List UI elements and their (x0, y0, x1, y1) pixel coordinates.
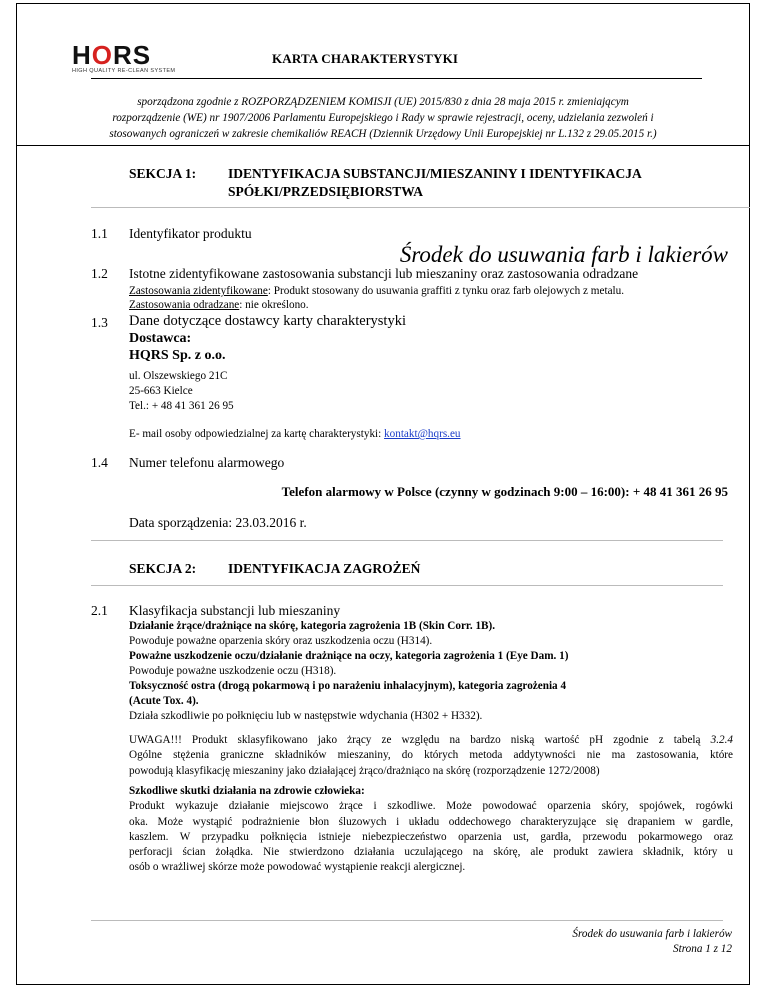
section2-rule (91, 585, 723, 586)
preparation-date: Data sporządzenia: 23.03.2016 r. (129, 515, 307, 530)
s13-label: Dane dotyczące dostawcy karty charakterystyki (129, 313, 406, 329)
supplier-address: ul. Olszewskiego 21C 25-663 Kielce Tel.: + 48 41 361 26 95 (129, 370, 234, 412)
section1-rule (91, 207, 750, 208)
supplier-name: HQRS Sp. z o.o. (129, 348, 226, 363)
section2-label: SEKCJA 2: (129, 561, 197, 576)
page-number: Strona 1 z 12 (673, 943, 732, 955)
header-separator (16, 145, 750, 146)
supplier-label: Dostawca: (129, 331, 192, 346)
s14-number: 1.4 (91, 455, 108, 470)
header-divider (91, 78, 702, 79)
section1-label: SEKCJA 1: (129, 166, 197, 181)
s11-number: 1.1 (91, 226, 108, 241)
product-name: Środek do usuwania farb i lakierów (399, 242, 728, 267)
contact-email-link[interactable]: kontakt@hqrs.eu (384, 428, 461, 440)
contact-email-line: E- mail osoby odpowiedzialnej za kartę charakterystyki: kontakt@hqrs.eu (129, 428, 461, 440)
health-effects: Szkodliwe skutki działania na zdrowie człowieka: Produkt wykazuje działanie miejscowo żrące i szkodliwe. Może powodować oparzenia skóry, spojówek, rogówki oka. Może wystąpić podrażnienie błon śluzowych i układu oddechowego charakteryzujące się drapaniem w gardle, kaszlem. W przypadku połknięcia istnieje niebezpieczeństwo oparzenia ust, gardła, przewodu pokarmowego oraz perforacji ścian żołądka. Nie stwierdzono działania uczulającego na skórę, ale produkt zawiera składnik, który u osób o wrażliwej skórze może powodować wystąpienie reakcji alergicznej. (129, 785, 733, 874)
s14-label: Numer telefonu alarmowego (129, 455, 285, 470)
advised-against-uses: Zastosowania odradzane: nie określono. (129, 299, 309, 311)
classification-list: Działanie żrące/drażniące na skórę, kategoria zagrożenia 1B (Skin Corr. 1B). Powoduje poważne oparzenia skóry oraz uszkodzenia oczu (H314). Poważne uszkodzenie oczu/działanie drażniące na oczy, kategoria zagrożenia 1 (Eye Dam. 1) Powoduje poważne uszkodzenie oczu (H318). Toksyczność ostra (drogą pokarmową i po narażeniu inhalacyjnym), kategoria zagrożenia 4 (Acute Tox. 4). Działa szkodliwie po połknięciu lub w następstwie wdychania (H302 + H332). (129, 620, 569, 722)
logo-wordmark: HORS (72, 40, 152, 70)
s13-number: 1.3 (91, 315, 108, 330)
s21-number: 2.1 (91, 603, 108, 618)
footer-rule (91, 920, 723, 921)
document-title: KARTA CHARAKTERYSTYKI (272, 51, 459, 66)
identified-uses: Zastosowania zidentyfikowane: Produkt stosowany do usuwania graffiti z tynku oraz farb olejowych z metalu. (129, 285, 625, 297)
footer-product: Środek do usuwania farb i lakierów (572, 928, 732, 940)
s11-label: Identyfikator produktu (129, 226, 252, 241)
section1-title: IDENTYFIKACJA SUBSTANCJI/MIESZANINY I IDENTYFIKACJA SPÓŁKI/PRZEDSIĘBIORSTWA (228, 166, 642, 199)
s12-number: 1.2 (91, 266, 108, 281)
logo-tagline: HIGH QUALITY RE-CLEAN SYSTEM (72, 68, 176, 74)
s21-label: Klasyfikacja substancji lub mieszaniny (129, 603, 341, 618)
classification-warning: UWAGA!!! Produkt sklasyfikowano jako żrący ze względu na bardzo niską wartość pH zgodnie z tabelą 3.2.4 Ogólne stężenia graniczne składników mieszaniny, do których metoda addytywności nie ma zastosowania, które powodują klasyfikację mieszaniny jako działającej żrąco/drażniąco na skórę (rozporządzenie 1272/2008) (129, 734, 734, 777)
regulation-intro: sporządzona zgodnie z ROZPORZĄDZENIEM KOMISJI (UE) 2015/830 z dnia 28 maja 2015 r. zmieniającym rozporządzenie (WE) nr 1907/2006 Parlamentu Europejskiego i Rady w sprawie rejestracji, oceny, udzielania zezwoleń i stosowanych ograniczeń w zakresie chemikaliów REACH (Dziennik Urzędowy Unii Europejskiej nr L.132 z 29.05.2015 r.) (109, 96, 657, 140)
hqrs-logo (72, 42, 192, 74)
emergency-phone: Telefon alarmowy w Polsce (czynny w godzinach 9:00 – 16:00): + 48 41 361 26 95 (281, 484, 728, 499)
section2-title: IDENTYFIKACJA ZAGROŻEŃ (228, 561, 421, 576)
s12-label: Istotne zidentyfikowane zastosowania substancji lub mieszaniny oraz zastosowania odradzane (129, 266, 639, 281)
footer (572, 927, 732, 957)
section1-end-rule (91, 540, 723, 541)
